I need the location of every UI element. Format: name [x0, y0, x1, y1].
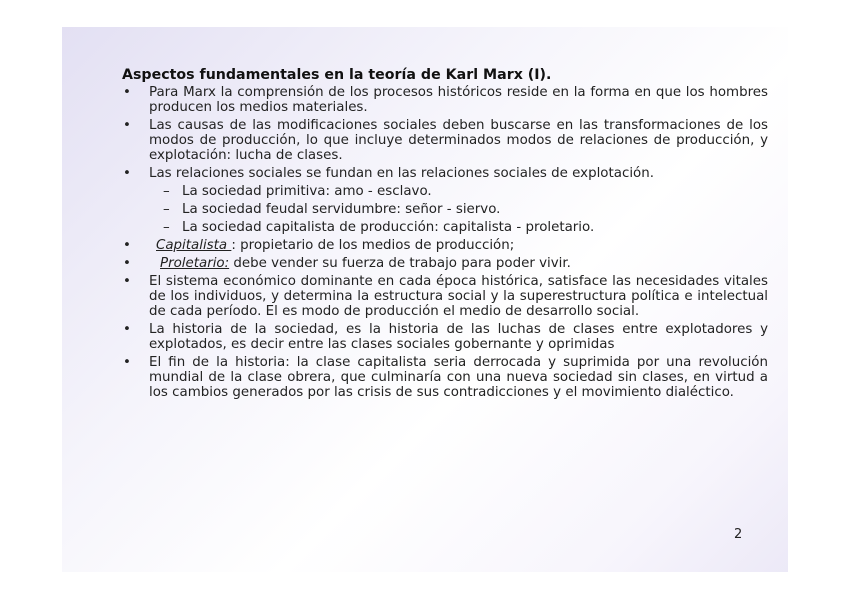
bullet-list [122, 85, 768, 400]
sub-bullet-item: – La sociedad capitalista de producción: capitalista - proletario. [149, 220, 768, 235]
bullet-item: • El sistema económico dominante en cada época histórica, satisface las necesidades vitales de los individuos, y determina la estructura social y la superestructura política e intelectual de cada período. El es modo de producción el medio de desarrollo social. [122, 274, 768, 319]
page-number: 2 [734, 527, 743, 542]
sub-bullet-list [149, 184, 768, 235]
slide-content [122, 68, 768, 403]
bullet-item: • El fin de la historia: la clase capitalista seria derrocada y suprimida por una revolución mundial de la clase obrera, que culminaría con una nueva sociedad sin clases, en virtud a los cambios generados por las crisis de sus contradicciones y el movimiento dialéctico. [122, 355, 768, 400]
definition-text: debe vender su fuerza de trabajo para poder vivir. [229, 256, 571, 271]
sub-bullet-item: – La sociedad feudal servidumbre: señor - siervo. [149, 202, 768, 217]
slide [62, 27, 788, 572]
bullet-item: • Para Marx la comprensión de los procesos históricos reside en la forma en que los hombres producen los medios materiales. [122, 85, 768, 115]
slide-title: Aspectos fundamentales en la teoría de Karl Marx (I). [122, 67, 552, 83]
definition-text: : propietario de los medios de producción; [231, 238, 515, 253]
bullet-item: • La historia de la sociedad, es la historia de las luchas de clases entre explotadores y explotados, es decir entre las clases sociales gobernante y oprimidas [122, 322, 768, 352]
term-proletario: Proletario: [160, 256, 230, 271]
sub-bullet-item: – La sociedad primitiva: amo - esclavo. [149, 184, 768, 199]
bullet-text: Las relaciones sociales se fundan en las relaciones sociales de explotación. [149, 166, 654, 181]
definition-proletario [122, 256, 768, 271]
term-capitalista: Capitalista [156, 238, 232, 253]
bullet-item: • Las causas de las modificaciones sociales deben buscarse en las transformaciones de los modos de producción, lo que incluye determinados modos de relaciones de producción, y explotación: lucha de clases. [122, 118, 768, 163]
definition-capitalista [122, 238, 768, 253]
bullet-item [122, 166, 768, 235]
